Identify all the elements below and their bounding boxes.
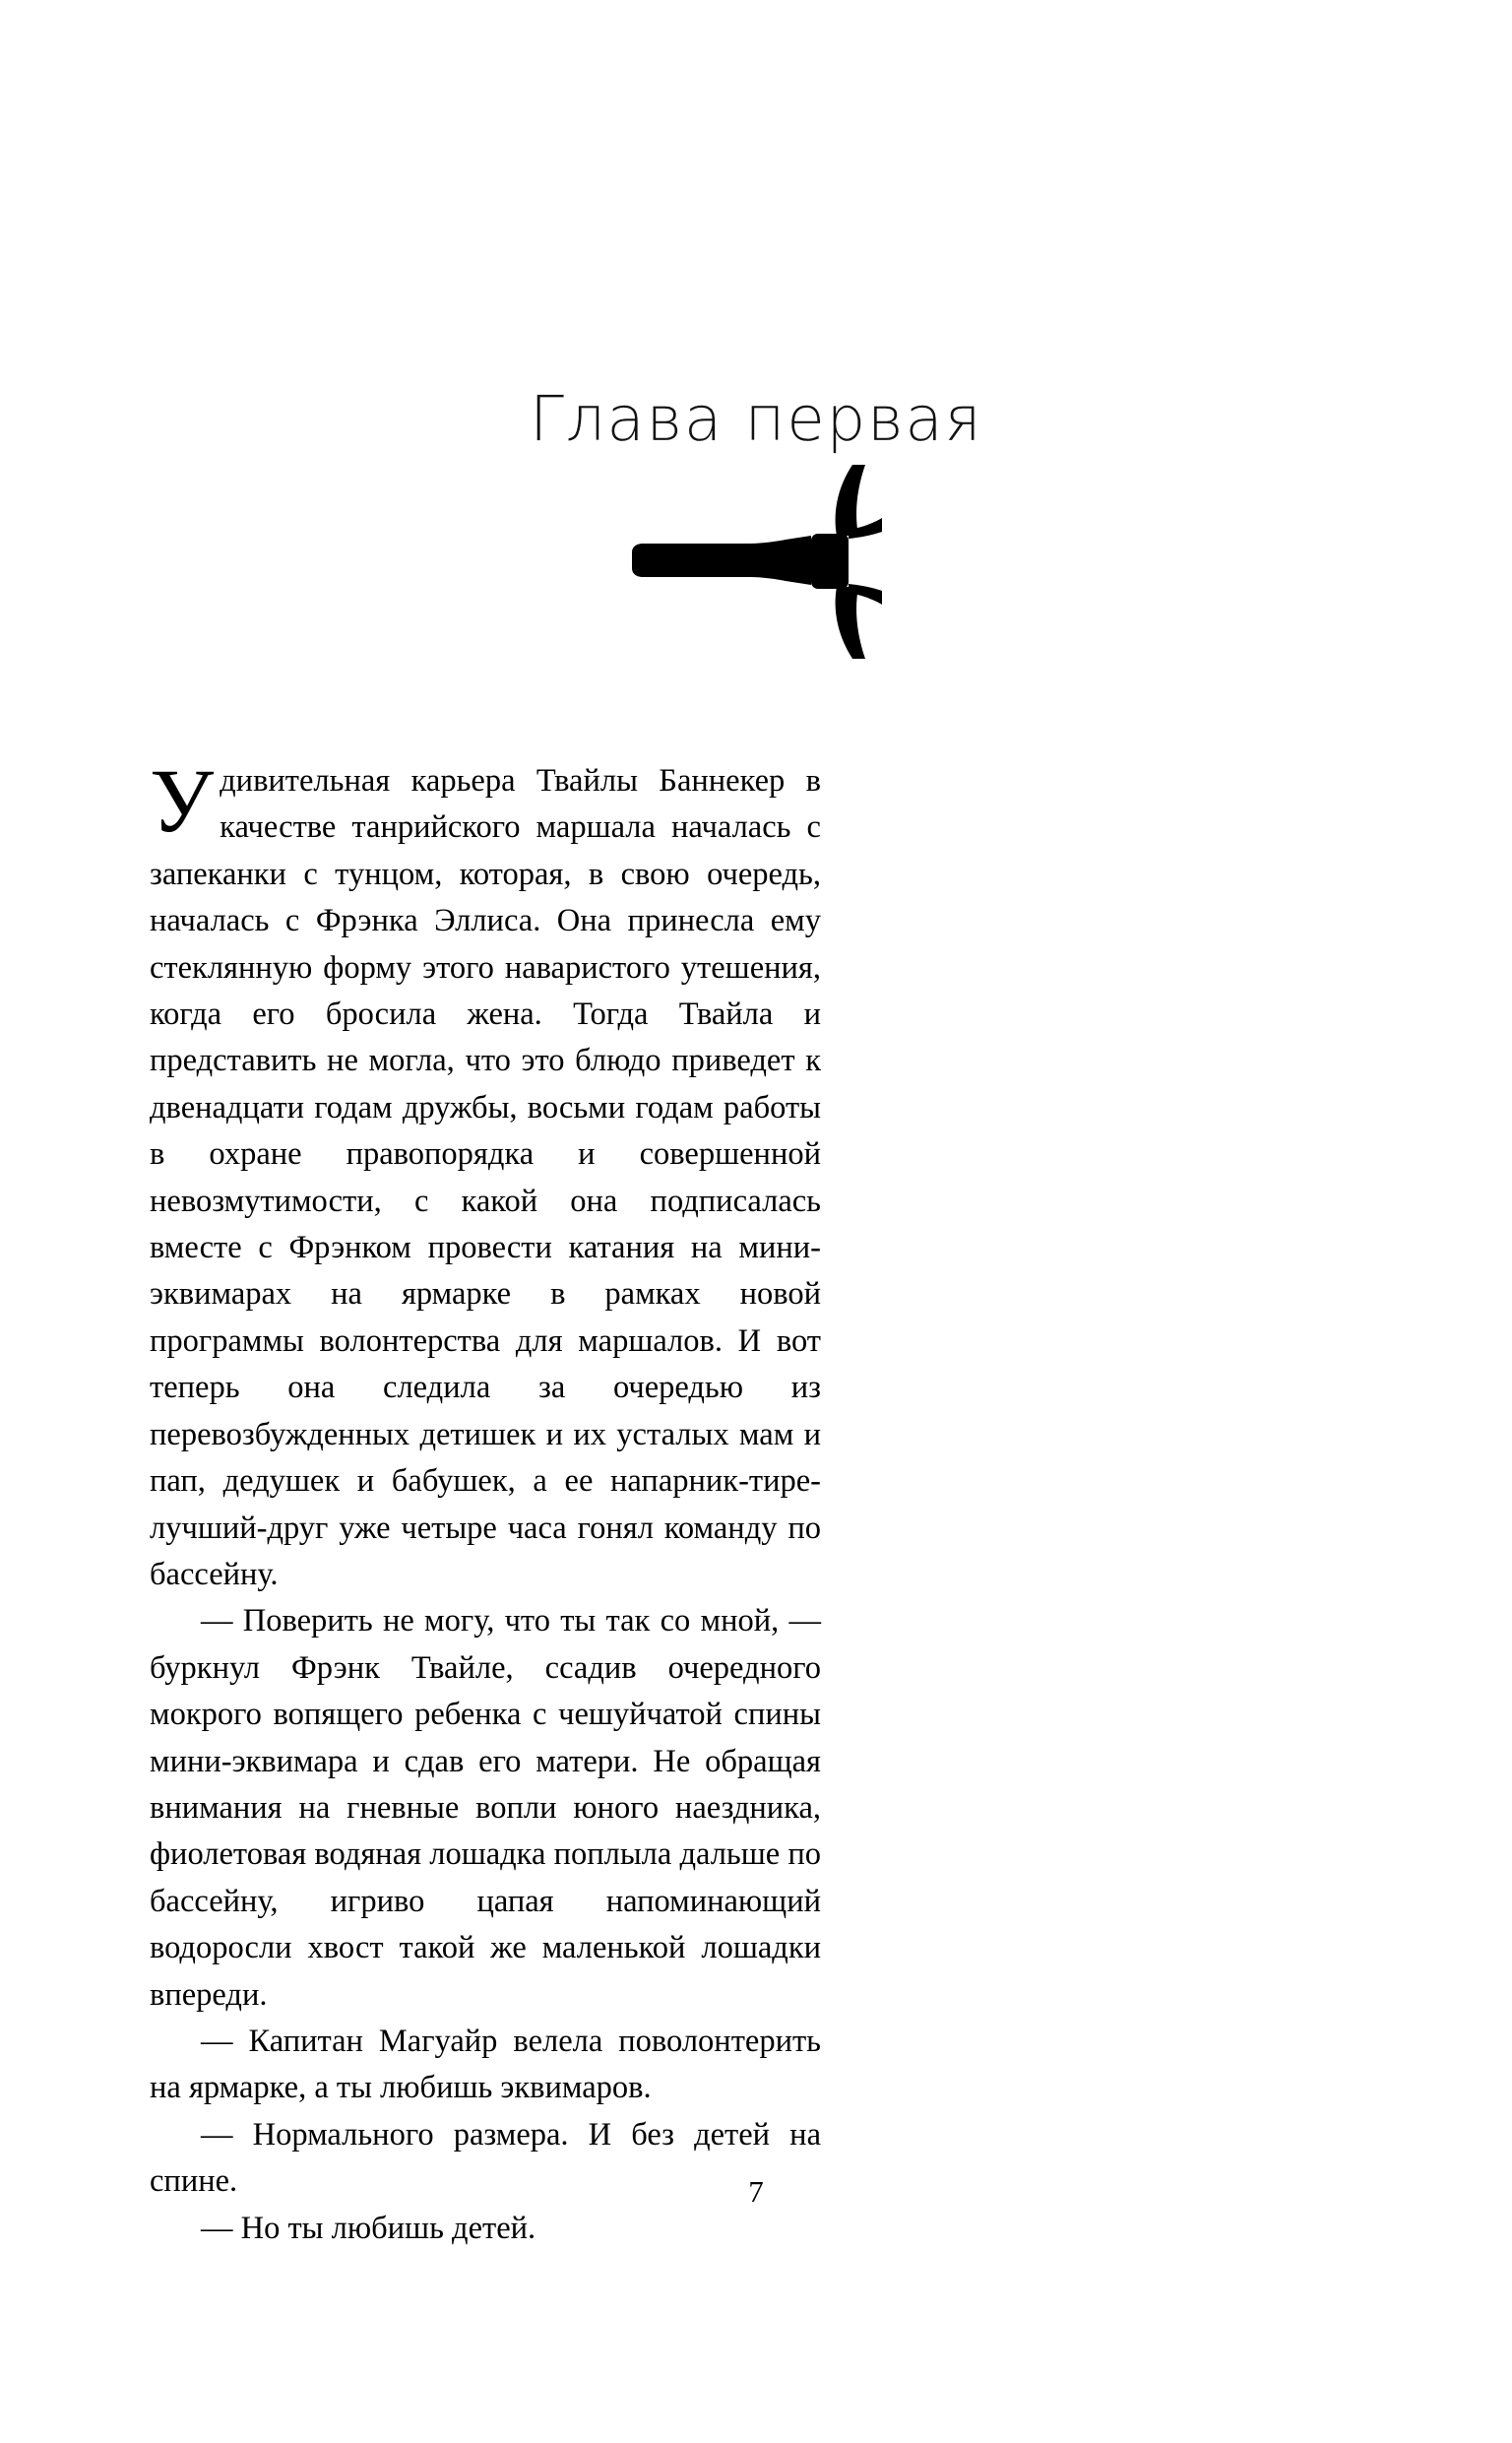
chapter-title: Глава первая [529,383,983,456]
paragraph-3: — Капитан Магуайр велела поволонтерить на ярмарке, а ты любишь эквимаров. [150,2023,821,2106]
pickaxe-icon [628,463,884,665]
paragraph-2: — Поверить не могу, что ты так со мной, — буркнул Фрэнк Твайле, ссадив очередного мокрого вопящего ребенка с чешуйчатой спины мини-эквимара и сдав его матери. Не обращая внимания на гневные вопли юного наездника, фиолетовая водяная лошадка поплыла дальше по бассейну, игриво цапая напоминающий водоросли хвост такой же маленькой лошадки впереди. [150,1603,821,2013]
paragraph-1-text: дивительная карьера Твайлы Баннекер в качестве танрийского маршала началась с запеканки с тунцом, которая, в свою очередь, началась с Фрэнка Эллиса. Она принесла ему стеклянную форму этого наваристого утешения, когда его бросила жена. Тогда Твайла и представить не могла, что это блюдо приведет к двенадцати годам дружбы, восьми годам работы в охране правопорядка и совершенной невозмутимости, с какой она подписалась вместе с Фрэнком провести катания на мини-эквимарах на ярмарке в рамках новой программы волонтерства для маршалов. И вот теперь она следила за очередью из перевозбужденных детишек и их усталых мам и пап, дедушек и бабушек, а ее напарник-тире-лучший-друг уже четыре часа гонял команду по бассейну. [150,763,821,1592]
drop-cap: У [150,750,215,851]
chapter-ornament [0,463,1512,665]
page-number: 7 [748,2174,764,2209]
paragraph-5: — Но ты любишь детей. [201,2210,536,2246]
paragraph-4: — Нормального размера. И без детей на спине. [150,2116,821,2200]
paragraph-1 [150,750,821,1598]
body-text [150,750,821,2252]
